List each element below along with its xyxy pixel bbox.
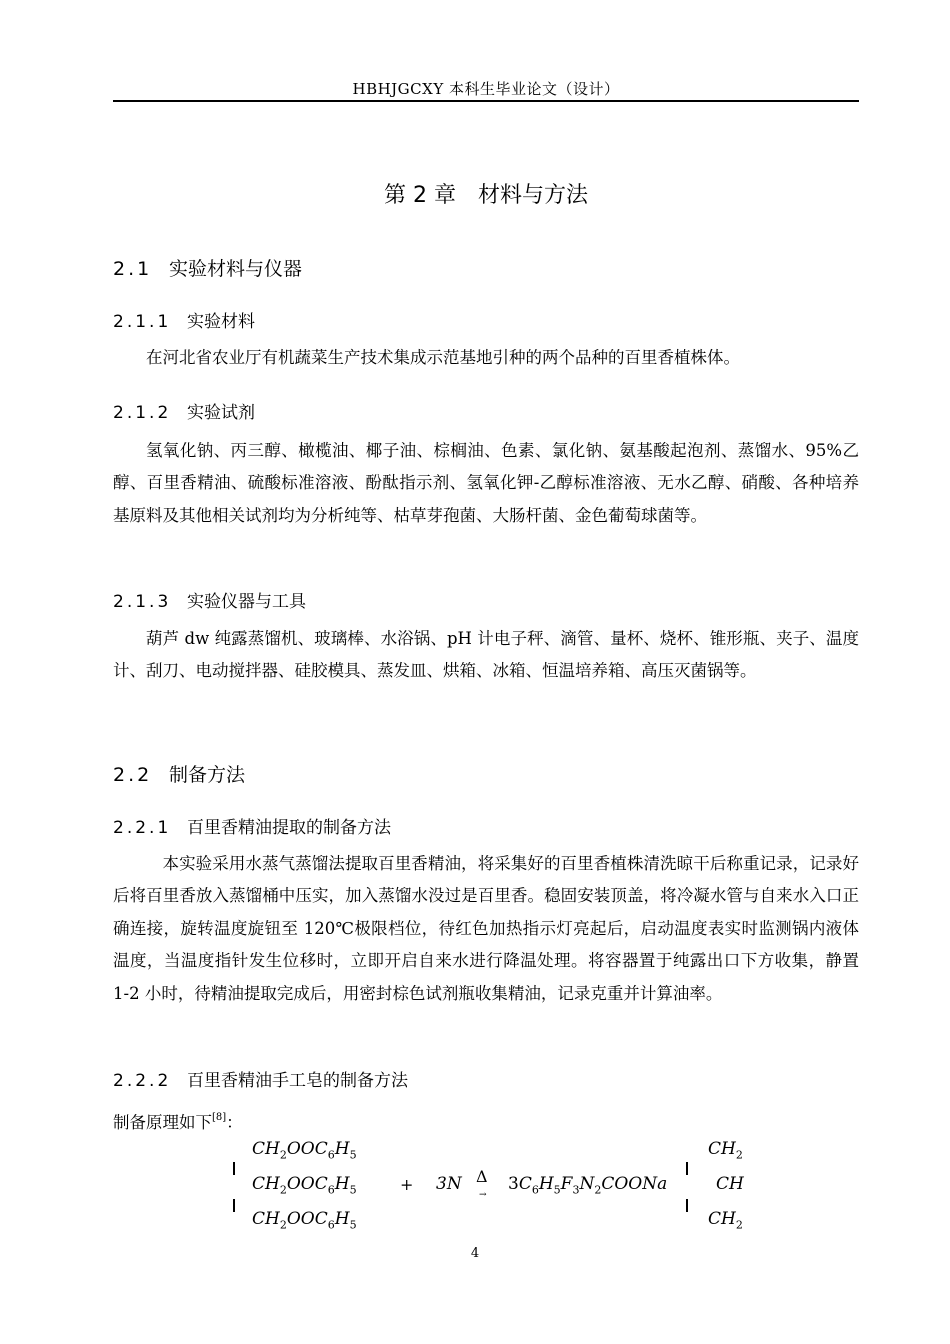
section-heading-2-2 bbox=[113, 760, 245, 787]
section-heading-2-1-2 bbox=[113, 398, 255, 423]
chapter-title: 第 2 章 材料与方法 bbox=[384, 183, 588, 208]
bond-line bbox=[233, 1199, 235, 1212]
section-heading-2-1-3 bbox=[113, 587, 306, 612]
bond-line bbox=[233, 1162, 235, 1175]
heat-symbol: Δ bbox=[476, 1167, 488, 1186]
reactant-row-1: $CH_2OOC_6H_5$ bbox=[252, 1139, 357, 1162]
section-number: 2.2.2 bbox=[113, 1071, 172, 1091]
section-heading-2-1 bbox=[113, 254, 302, 281]
paragraph-instruments: 葫芦 dw 纯露蒸馏机、玻璃棒、水浴锅、pH 计电子秤、滴管、量杯、烧杯、锥形瓶、夹子、温度计、刮刀、电动搅拌器、硅胶模具、蒸发皿、烘箱、冰箱、恒温培养箱、高压灭菌锅等。 bbox=[113, 629, 859, 681]
principle-intro-colon: ： bbox=[226, 1113, 243, 1132]
reactant-row-3: $CH_2OOC_6H_5$ bbox=[252, 1209, 357, 1232]
section-heading-2-2-2 bbox=[113, 1066, 408, 1091]
bond-line bbox=[686, 1199, 688, 1212]
running-header: HBHJGCXY 本科生毕业论文（设计） bbox=[352, 80, 620, 98]
product-row-3: $CH_2$ bbox=[708, 1209, 743, 1232]
section-title: 实验材料与仪器 bbox=[169, 258, 303, 280]
paragraph-principle-intro bbox=[113, 1102, 859, 1139]
bond-line bbox=[686, 1162, 688, 1175]
product-row-2: CH bbox=[716, 1174, 744, 1194]
section-title: 实验材料 bbox=[187, 312, 255, 332]
section-heading-2-2-1 bbox=[113, 813, 391, 838]
section-number: 2.1.2 bbox=[113, 403, 172, 423]
reactant-row-2: $CH_2OOC_6H_5$ bbox=[252, 1174, 357, 1197]
page-number: 4 bbox=[470, 1246, 480, 1261]
section-number: 2.1.3 bbox=[113, 592, 172, 612]
reaction-arrow: → bbox=[479, 1190, 487, 1200]
section-number: 2.1 bbox=[113, 258, 153, 280]
principle-intro-text: 制备原理如下 bbox=[113, 1113, 212, 1132]
section-title: 百里香精油提取的制备方法 bbox=[187, 818, 391, 838]
section-title: 实验仪器与工具 bbox=[187, 592, 306, 612]
section-title: 制备方法 bbox=[169, 764, 246, 786]
section-title: 实验试剂 bbox=[187, 403, 255, 423]
paragraph-reagents: 氢氧化钠、丙三醇、橄榄油、椰子油、棕榈油、色素、氯化钠、氨基酸起泡剂、蒸馏水、95%乙醇、百里香精油、硫酸标准溶液、酚酞指示剂、氢氧化钾-乙醇标准溶液、无水乙醇、硝酸、各种培养基原料及其他相关试剂均为分析纯等、枯草芽孢菌、大肠杆菌、金色葡萄球菌等。 bbox=[113, 441, 859, 525]
product-row-1: $CH_2$ bbox=[708, 1139, 743, 1162]
product-salt: $3C_6H_5F_3N_2COONa$ bbox=[508, 1174, 668, 1197]
citation-ref: [8] bbox=[212, 1112, 227, 1123]
section-number: 2.2.1 bbox=[113, 818, 172, 838]
section-heading-2-1-1 bbox=[113, 307, 255, 332]
paragraph-materials: 在河北省农业厅有机蔬菜生产技术集成示范基地引种的两个品种的百里香植株体。 bbox=[146, 348, 740, 367]
section-number: 2.2 bbox=[113, 764, 153, 786]
paragraph-extraction-method: 本实验采用水蒸气蒸馏法提取百里香精油，将采集好的百里香植株清洗晾干后称重记录，记录好后将百里香放入蒸馏桶中压实，加入蒸馏水没过是百里香。稳固安装顶盖，将冷凝水管与自来水入口正确连接，旋转温度旋钮至 120℃极限档位，待红色加热指示灯亮起后，启动温度表实时监测锅内液体温度，当温度指针发生位移时，立即开启自来水进行降温处理。将容器置于纯露出口下方收集，静置 1-2 小时，待精油提取完成后，用密封棕色试剂瓶收集精油，记录克重并计算油率。 bbox=[113, 854, 859, 1003]
plus-sign: + bbox=[400, 1175, 414, 1194]
reagent-coefficient: 3N bbox=[436, 1174, 462, 1194]
section-number: 2.1.1 bbox=[113, 312, 172, 332]
header-rule bbox=[113, 100, 859, 102]
section-title: 百里香精油手工皂的制备方法 bbox=[187, 1071, 408, 1091]
